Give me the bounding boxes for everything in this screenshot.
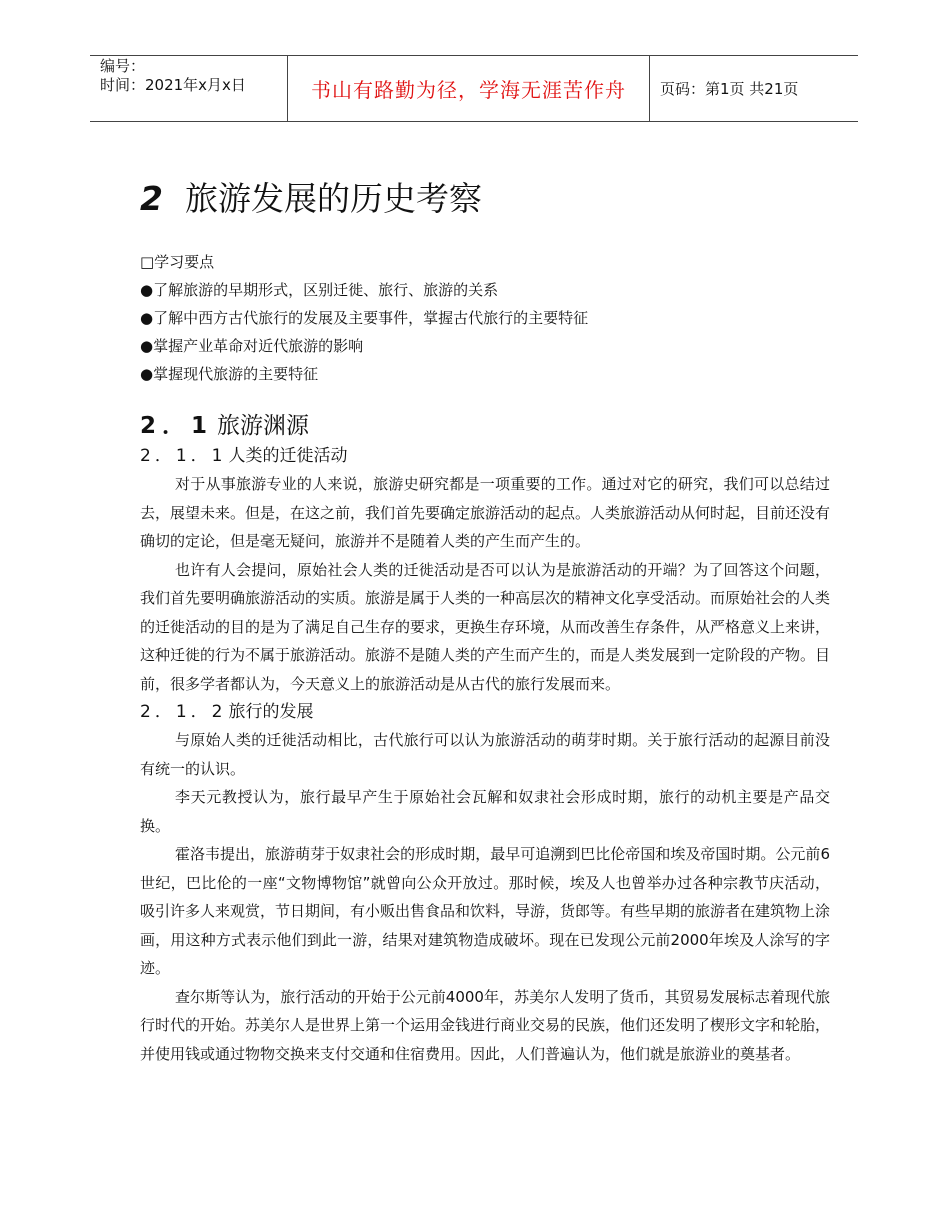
key-point-item: ●了解旅游的早期形式，区别迁徙、旅行、旅游的关系	[140, 281, 499, 299]
key-point-item: ●掌握现代旅游的主要特征	[140, 365, 319, 383]
subsection-title: 旅行的发展	[228, 702, 314, 722]
section-heading-2-1	[140, 410, 830, 442]
subsection-heading-2-1-2	[140, 698, 830, 726]
paragraph: 李天元教授认为，旅行最早产生于原始社会瓦解和奴隶社会形成时期，旅行的动机主要是产品交换。	[140, 788, 830, 835]
key-point-item: ●了解中西方古代旅行的发展及主要事件，掌握古代旅行的主要特征	[140, 309, 589, 327]
subsection-number: 2．1．1	[140, 446, 227, 466]
paragraph: 霍洛韦提出，旅游萌芽于奴隶社会的形成时期，最早可追溯到巴比伦帝国和埃及帝国时期。公元前6世纪，巴比伦的一座“文物博物馆”就曾向公众开放过。那时候，埃及人也曾举办过各种宗教节庆活动，吸引许多人来观赏，节日期间，有小贩出售食品和饮料，导游，货郎等。有些早期的旅游者在建筑物上涂画，用这种方式表示他们到此一游，结果对建筑物造成破坏。现在已发现公元前2000年埃及人涂写的字迹。	[140, 845, 831, 977]
paragraph: 对于从事旅游专业的人来说，旅游史研究都是一项重要的工作。通过对它的研究，我们可以总结过去，展望未来。但是，在这之前，我们首先要确定旅游活动的起点。人类旅游活动从何时起，目前还没有确切的定论，但是毫无疑问，旅游并不是随着人类的产生而产生的。	[140, 475, 831, 550]
paragraph: 也许有人会提问，原始社会人类的迁徙活动是否可以认为是旅游活动的开端？为了回答这个问题，我们首先要明确旅游活动的实质。旅游是属于人类的一种高层次的精神文化享受活动。而原始社会的人类的迁徙活动的目的是为了满足自己生存的要求，更换生存环境，从而改善生存条件，从严格意义上来讲，这种迁徙的行为不属于旅游活动。旅游不是随人类的产生而产生的，而是人类发展到一定阶段的产物。目前，很多学者都认为，今天意义上的旅游活动是从古代的旅行发展而来。	[140, 560, 831, 693]
subsection-title: 人类的迁徙活动	[228, 446, 348, 466]
main-content	[140, 248, 830, 1068]
header-left-cell	[90, 56, 287, 121]
page-info: 页码：第1页 共21页	[660, 80, 799, 98]
key-points-heading: □学习要点	[140, 253, 215, 271]
paragraph: 与原始人类的迁徙活动相比，古代旅行可以认为旅游活动的萌芽时期。关于旅行活动的起源目前没有统一的认识。	[140, 731, 830, 778]
motto-text: 书山有路勤为径，学海无涯苦作舟	[311, 78, 626, 102]
key-point-item: ●掌握产业革命对近代旅游的影响	[140, 337, 364, 355]
time-label: 时间：2021年x月x日	[100, 76, 246, 94]
section-title: 旅游渊源	[217, 413, 310, 439]
header-page-cell	[650, 56, 858, 121]
section-number: 2．1	[140, 413, 214, 439]
subsection-number: 2．1．2	[140, 702, 227, 722]
chapter-number: 2	[140, 179, 163, 218]
header-motto-cell	[287, 56, 650, 121]
document-header	[90, 55, 858, 122]
paragraph: 查尔斯等认为，旅行活动的开始于公元前4000年，苏美尔人发明了货币，其贸易发展标志着现代旅行时代的开始。苏美尔人是世界上第一个运用金钱进行商业交易的民族，他们还发明了楔形文字和轮胎，并使用钱或通过物物交换来支付交通和住宿费用。因此，人们普遍认为，他们就是旅游业的奠基者。	[140, 987, 831, 1063]
number-label: 编号：	[100, 57, 146, 75]
chapter-title-text: 旅游发展的历史考察	[184, 179, 482, 218]
chapter-title	[140, 173, 482, 220]
subsection-heading-2-1-1	[140, 442, 830, 470]
